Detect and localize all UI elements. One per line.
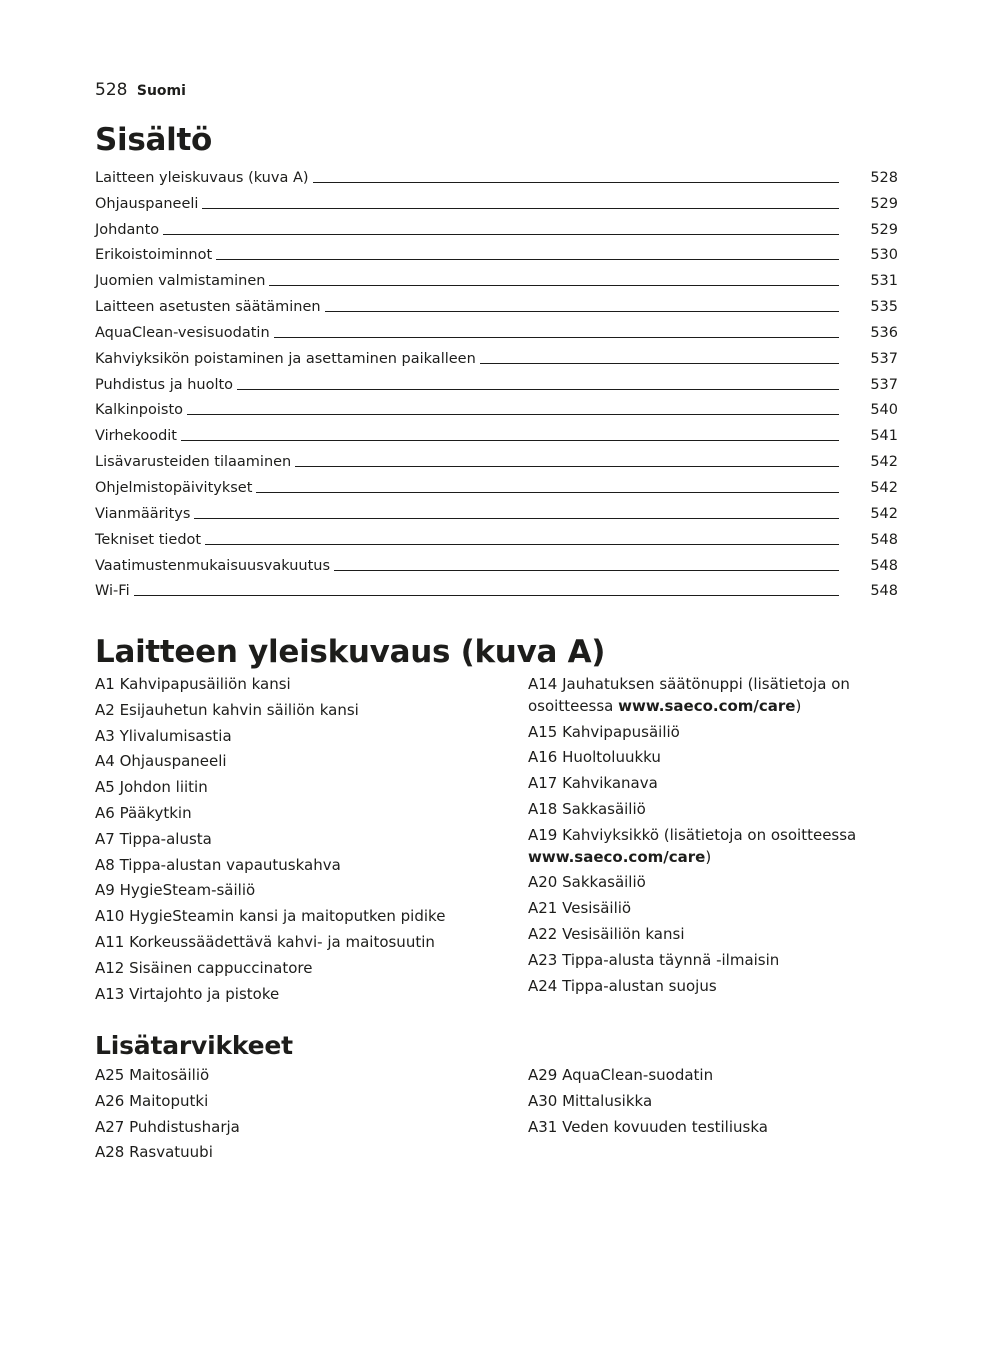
toc-leader-line <box>334 569 839 571</box>
toc-entry-page: 541 <box>870 428 898 445</box>
list-item: A24 Tippa-alustan suojus <box>528 976 717 995</box>
toc-leader-line <box>202 207 839 209</box>
toc-entry[interactable] <box>95 368 898 394</box>
toc-entry[interactable] <box>95 549 898 575</box>
toc-leader-line <box>181 439 839 441</box>
toc-leader-line <box>313 181 839 183</box>
toc-entry-page: 540 <box>870 402 898 419</box>
toc-entry-title: Kalkinpoisto <box>95 402 183 419</box>
toc-entry-page: 542 <box>870 479 898 496</box>
toc-leader-line <box>237 388 839 390</box>
toc-entry[interactable] <box>95 161 898 187</box>
toc-entry-page: 548 <box>870 583 898 600</box>
toc-entry[interactable] <box>95 239 898 265</box>
toc-entry-page: 542 <box>870 505 898 522</box>
toc-entry-title: Tekniset tiedot <box>95 531 202 548</box>
list-item: A12 Sisäinen cappuccinatore <box>95 958 313 977</box>
toc-entry-page: 536 <box>870 324 898 341</box>
toc-entry[interactable] <box>95 342 898 368</box>
toc-leader-line <box>325 310 839 312</box>
list-item: A29 AquaClean-suodatin <box>528 1066 714 1084</box>
list-item: A17 Kahvikanava <box>528 774 658 793</box>
toc-entry-page: 548 <box>870 557 898 574</box>
accessories-heading: Lisätarvikkeet <box>95 1031 293 1060</box>
toc-entry-title: Juomien valmistaminen <box>95 273 266 290</box>
toc-entry[interactable] <box>95 575 898 601</box>
toc-leader-line <box>134 594 839 596</box>
toc-entry[interactable] <box>95 187 898 213</box>
toc-entry[interactable] <box>95 394 898 420</box>
toc-leader-line <box>269 284 839 286</box>
list-item: A5 Johdon liitin <box>95 778 208 797</box>
toc-entry[interactable] <box>95 419 898 445</box>
list-item-suffix: ) <box>795 696 802 715</box>
care-link[interactable]: www.saeco.com/care <box>528 847 706 866</box>
list-item: A6 Pääkytkin <box>95 803 192 822</box>
accessories-list-right <box>528 1065 898 1142</box>
toc-entry[interactable] <box>95 445 898 471</box>
toc-leader-line <box>295 465 839 467</box>
toc-leader-line <box>187 413 839 415</box>
toc-entry-page: 529 <box>870 221 898 238</box>
list-item: A7 Tippa-alusta <box>95 829 212 848</box>
toc-entry-page: 529 <box>870 195 898 212</box>
toc-entry-title: Johdanto <box>95 221 160 238</box>
toc-entry-page: 530 <box>870 247 898 264</box>
list-item: A28 Rasvatuubi <box>95 1143 213 1162</box>
toc-entry-title: Wi-Fi <box>95 583 130 600</box>
toc-entry[interactable] <box>95 316 898 342</box>
toc-entry-title: Puhdistus ja huolto <box>95 376 234 393</box>
table-of-contents <box>95 161 898 600</box>
toc-entry-page: 542 <box>870 454 898 471</box>
list-item: A20 Sakkasäiliö <box>528 873 646 892</box>
language-label: Suomi <box>136 83 186 99</box>
list-item: A25 Maitosäiliö <box>95 1066 210 1084</box>
list-item: A9 HygieSteam-säiliö <box>95 881 256 900</box>
list-item: A4 Ohjauspaneeli <box>95 752 227 771</box>
list-item: A26 Maitoputki <box>95 1091 209 1110</box>
accessories-list-left <box>95 1065 515 1168</box>
overview-heading: Laitteen yleiskuvaus (kuva A) <box>95 634 606 670</box>
toc-leader-line <box>256 491 839 493</box>
list-item: A2 Esijauhetun kahvin säiliön kansi <box>95 700 359 719</box>
list-item-text: A14 Jauhatuksen säätönuppi (lisätietoja on osoitteessa <box>528 675 850 715</box>
toc-entry[interactable] <box>95 471 898 497</box>
list-item-suffix: ) <box>705 847 712 866</box>
toc-entry-title: AquaClean-vesisuodatin <box>95 324 270 341</box>
toc-entry[interactable] <box>95 523 898 549</box>
toc-leader-line <box>216 258 839 260</box>
toc-heading: Sisältö <box>95 122 212 158</box>
toc-entry-page: 531 <box>870 273 898 290</box>
page-number: 528 <box>95 80 128 100</box>
care-link[interactable]: www.saeco.com/care <box>618 696 796 715</box>
toc-entry-title: Laitteen asetusten säätäminen <box>95 299 321 316</box>
list-item: A27 Puhdistusharja <box>95 1117 240 1136</box>
list-item: A10 HygieSteamin kansi ja maitoputken pidike <box>95 907 446 926</box>
toc-leader-line <box>274 336 839 338</box>
list-item: A8 Tippa-alustan vapautuskahva <box>95 855 341 874</box>
toc-leader-line <box>163 233 839 235</box>
toc-entry-title: Vaatimustenmukaisuusvakuutus <box>95 557 331 574</box>
list-item: A13 Virtajohto ja pistoke <box>95 984 280 1003</box>
list-item: A18 Sakkasäiliö <box>528 799 646 818</box>
list-item: A30 Mittalusikka <box>528 1091 653 1110</box>
toc-entry-title: Virhekoodit <box>95 428 177 445</box>
list-item: A21 Vesisäiliö <box>528 899 632 918</box>
overview-list-left <box>95 674 515 1009</box>
toc-entry[interactable] <box>95 497 898 523</box>
list-item <box>528 674 898 718</box>
toc-entry-title: Kahviyksikön poistaminen ja asettaminen paikalleen <box>95 350 476 367</box>
list-item-text: A19 Kahviyksikkö (lisätietoja on osoitteessa <box>528 825 857 844</box>
toc-entry[interactable] <box>95 264 898 290</box>
running-head <box>95 80 186 101</box>
toc-entry[interactable] <box>95 290 898 316</box>
toc-leader-line <box>205 543 839 545</box>
toc-entry-page: 537 <box>870 350 898 367</box>
list-item: A22 Vesisäiliön kansi <box>528 924 685 943</box>
overview-list-right <box>528 674 898 1001</box>
toc-entry-page: 535 <box>870 299 898 316</box>
list-item: A16 Huoltoluukku <box>528 748 661 767</box>
toc-entry-title: Ohjauspaneeli <box>95 195 199 212</box>
toc-entry-page: 548 <box>870 531 898 548</box>
toc-entry-title: Lisävarusteiden tilaaminen <box>95 454 292 471</box>
toc-leader-line <box>194 517 839 519</box>
toc-entry-page: 537 <box>870 376 898 393</box>
list-item: A31 Veden kovuuden testiliuska <box>528 1117 768 1136</box>
list-item: A1 Kahvipapusäiliön kansi <box>95 675 291 693</box>
toc-entry-title: Vianmääritys <box>95 505 191 522</box>
list-item: A15 Kahvipapusäiliö <box>528 722 680 741</box>
toc-entry-page: 528 <box>870 169 898 186</box>
list-item: A23 Tippa-alusta täynnä -ilmaisin <box>528 950 780 969</box>
toc-entry-title: Laitteen yleiskuvaus (kuva A) <box>95 169 309 186</box>
toc-entry-title: Erikoistoiminnot <box>95 247 213 264</box>
list-item: A11 Korkeussäädettävä kahvi- ja maitosuutin <box>95 932 435 951</box>
toc-leader-line <box>480 362 839 364</box>
list-item <box>528 825 898 869</box>
toc-entry[interactable] <box>95 213 898 239</box>
list-item: A3 Ylivalumisastia <box>95 726 232 745</box>
toc-entry-title: Ohjelmistopäivitykset <box>95 479 253 496</box>
